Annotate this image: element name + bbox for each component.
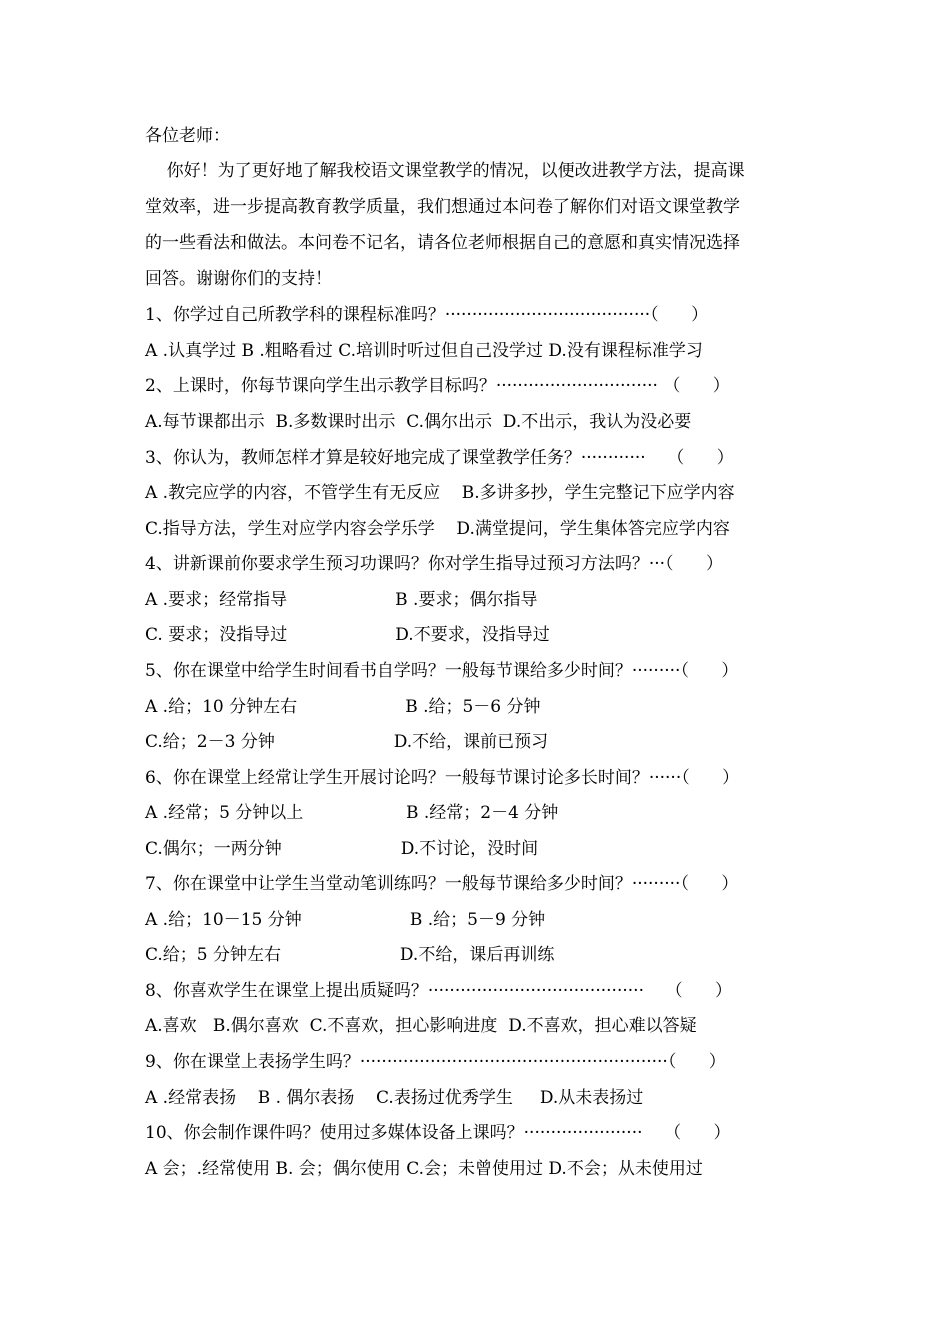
question-7-options: A .给；10－15 分钟 B .给；5－9 分钟 [145,910,546,930]
question-10-options: A 会；.经常使用 B. 会；偶尔使用 C.会；未曾使用过 D.不会；从未使用过 [145,1159,703,1179]
question-5: 5、你在课堂中给学生时间看书自学吗？一般每节课给多少时间？·········（ ） [145,661,739,681]
question-6-options: A .经常；5 分钟以上 B .经常；2－4 分钟 [145,803,559,823]
question-9: 9、你在课堂上表扬学生吗？·························································（ ） [145,1052,726,1072]
question-1-options: A .认真学过 B .粗略看过 C.培训时听过但自己没学过 D.没有课程标准学习 [145,341,703,361]
question-2-options: A.每节课都出示 B.多数课时出示 C.偶尔出示 D.不出示，我认为没必要 [145,412,692,432]
question-5-options: C.给；2－3 分钟 D.不给，课前已预习 [145,732,549,752]
question-7-options: C.给；5 分钟左右 D.不给，课后再训练 [145,945,555,965]
question-4: 4、讲新课前你要求学生预习功课吗？你对学生指导过预习方法吗？···（ ） [145,554,723,574]
question-8: 8、你喜欢学生在课堂上提出质疑吗？········································ （ ） [145,981,733,1001]
question-1: 1、你学过自己所教学科的课程标准吗？······································（ ） [145,305,709,325]
question-2: 2、上课时，你每节课向学生出示教学目标吗？······························ （ ） [145,376,730,396]
question-3-options: A .教完应学的内容，不管学生有无反应 B.多讲多抄，学生完整记下应学内容 [145,483,735,503]
question-10: 10、你会制作课件吗？使用过多媒体设备上课吗？······················ （ ） [145,1123,731,1143]
question-6: 6、你在课堂上经常让学生开展讨论吗？一般每节课讨论多长时间？······（ ） [145,768,740,788]
question-4-options: C. 要求；没指导过 D.不要求，没指导过 [145,625,550,645]
intro-line: 回答。谢谢你们的支持！ [145,269,332,289]
intro-line: 堂效率，进一步提高教育教学质量，我们想通过本问卷了解你们对语文课堂教学 [145,197,740,217]
question-6-options: C.偶尔；一两分钟 D.不讨论，没时间 [145,839,539,859]
question-4-options: A .要求；经常指导 B .要求；偶尔指导 [145,590,538,610]
question-8-options: A.喜欢 B.偶尔喜欢 C.不喜欢，担心影响进度 D.不喜欢，担心难以答疑 [145,1016,697,1036]
question-3-options: C.指导方法，学生对应学内容会学乐学 D.满堂提问，学生集体答完应学内容 [145,519,730,539]
question-5-options: A .给；10 分钟左右 B .给；5－6 分钟 [145,697,541,717]
question-3: 3、你认为，教师怎样才算是较好地完成了课堂教学任务？············ （ ） [145,448,734,468]
question-7: 7、你在课堂中让学生当堂动笔训练吗？一般每节课给多少时间？·········（ ） [145,874,739,894]
intro-line: 的一些看法和做法。本问卷不记名，请各位老师根据自己的意愿和真实情况选择 [145,233,740,253]
intro-line: 你好！为了更好地了解我校语文课堂教学的情况，以便改进教学方法，提高课 [145,161,745,181]
question-9-options: A .经常表扬 B . 偶尔表扬 C.表扬过优秀学生 D.从未表扬过 [145,1088,644,1108]
greeting: 各位老师： [145,126,230,146]
